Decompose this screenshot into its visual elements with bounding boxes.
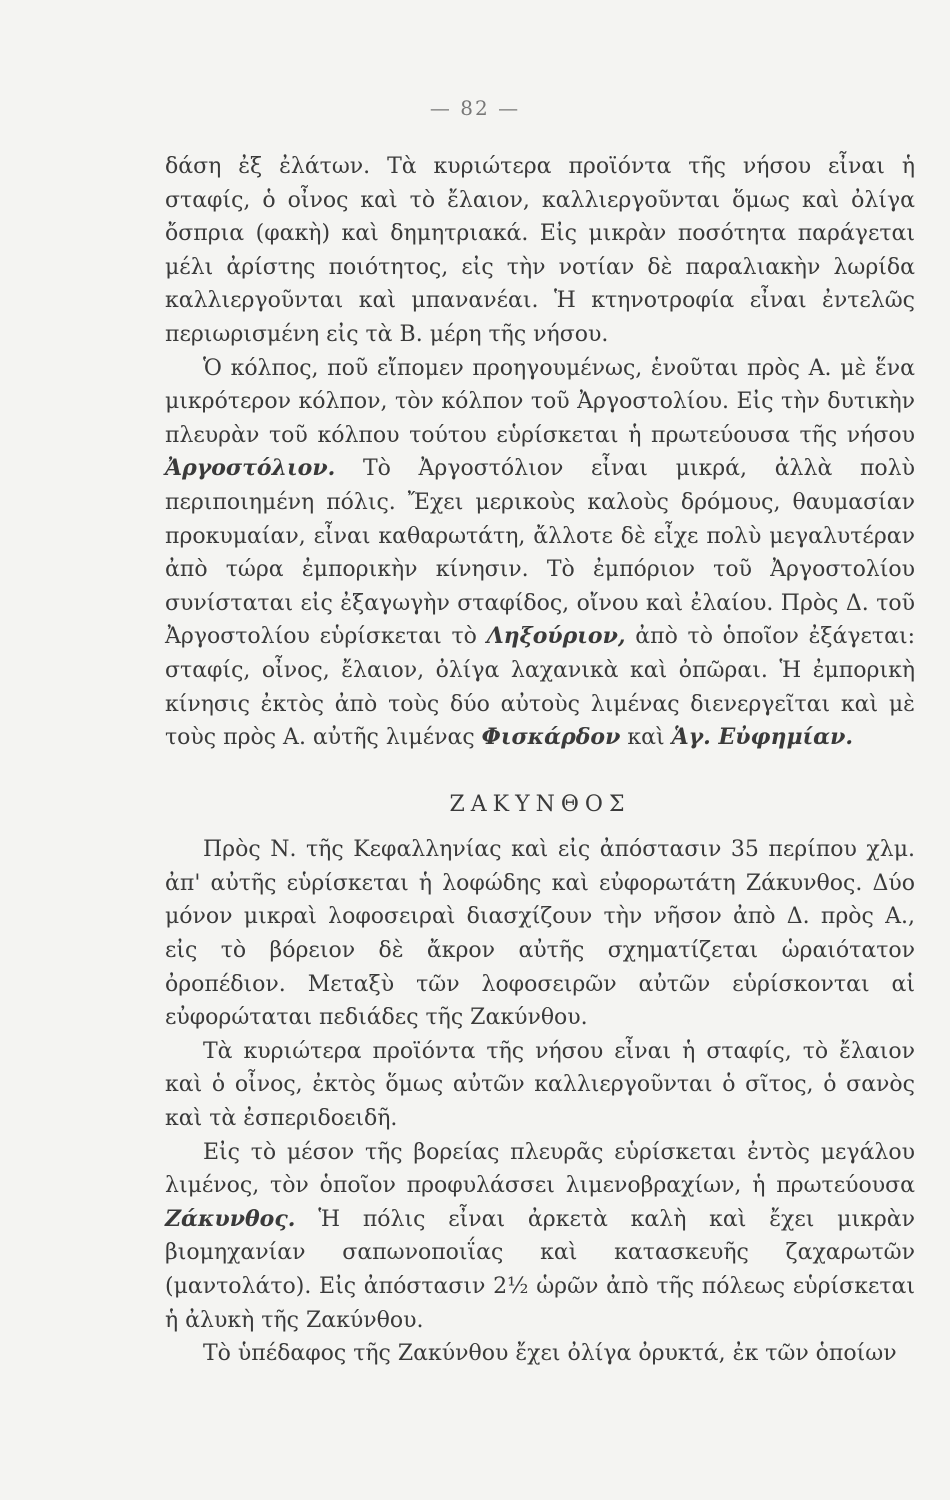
section-heading-zakynthos: ΖΑΚΥΝΘΟΣ	[449, 791, 631, 817]
place-name-fiskardo: Φισκάρδον	[481, 724, 621, 751]
place-name-agia-efimia: Ἁγ. Εὐφημίαν.	[671, 724, 854, 751]
place-name-lixouri: Ληξούριον,	[486, 623, 626, 650]
paragraph-zakynthos-minerals: Τὸ ὑπέδαφος τῆς Ζακύνθου ἔχει ὀλίγα ὀρυκτά, ἐκ τῶν ὁποίων	[203, 1341, 897, 1367]
text-span: ἀπὸ τὸ ὁποῖον ἐξάγεται: σταφίς, οἶνος, ἔλαιον, ὀλίγα λαχανικὰ καὶ ὀπῶραι. Ἡ ἐμπορικὴ κίνησις ἐκτὸς ἀπὸ τοὺς δύο αὐτοὺς λιμένας διενεργεῖται καὶ μὲ τοὺς πρὸς Α. αὐτῆς λιμένας	[165, 624, 915, 751]
place-name-zakynthos: Ζάκυνθος.	[165, 1205, 296, 1232]
paragraph-forests-products: δάση ἐξ ἐλάτων. Τὰ κυριώτερα προϊόντα τῆς νήσου εἶναι ἡ σταφίς, ὁ οἶνος καὶ τὸ ἔλαιον, καλλιεργοῦνται ὅμως καὶ ὀλίγα ὄσπρια (φακὴ) καὶ δημητριακά. Εἰς μικρὰν ποσότητα παράγεται μέλι ἀρίστης ποιότητος, εἰς τὴν νοτίαν δὲ παραλιακὴν λωρίδα καλλιεργοῦνται καὶ μπανανέαι. Ἡ κτηνοτροφία εἶναι ἐντελῶς περιωρισμένη εἰς τὰ Β. μέρη τῆς νήσου.	[165, 154, 915, 347]
text-span: Εἰς τὸ μέσον τῆς βορείας πλευρᾶς εὑρίσκεται ἐντὸς μεγάλου λιμένος, τὸν ὁποῖον προφυλάσσει λιμενοβραχίων, ἡ πρωτεύουσα	[165, 1139, 915, 1199]
place-name-argostoli: Ἀργοστόλιον.	[165, 455, 336, 482]
text-span: καὶ	[627, 725, 665, 751]
paragraph-zakynthos-capital	[165, 1136, 915, 1338]
text-span: Τὸ Ἀργοστόλιον εἶναι μικρά, ἀλλὰ πολὺ περιποιημένη πόλις. Ἔχει μερικοὺς καλοὺς δρόμους, θαυμασίαν προκυμαίαν, εἶναι καθαρωτάτη, ἄλλοτε δὲ εἶχε πολὺ μεγαλυτέραν ἀπὸ τώρα ἐμπορικὴν κίνησιν. Τὸ ἐμπόριον τοῦ Ἀργοστολίου συνίσταται εἰς ἐξαγωγὴν σταφίδος, οἴνου καὶ ἐλαίου. Πρὸς Δ. τοῦ Ἀργοστολίου εὑρίσκεται τὸ	[165, 456, 915, 650]
paragraph-zakynthos-geography: Πρὸς Ν. τῆς Κεφαλληνίας καὶ εἰς ἀπόστασιν 35 περίπου χλμ. ἀπ' αὐτῆς εὑρίσκεται ἡ λοφώδης καὶ εὐφορωτάτη Ζάκυνθος. Δύο μόνον μικραὶ λοφοσειραὶ διασχίζουν τὴν νῆσον ἀπὸ Δ. πρὸς Α., εἰς τὸ βόρειον δὲ ἄκρον αὐτῆς σχηματίζεται ὡραιότατον ὀροπέδιον. Μεταξὺ τῶν λοφοσειρῶν αὐτῶν εὑρίσκονται αἱ εὐφορώταται πεδιάδες τῆς Ζακύνθου.	[165, 837, 915, 1031]
text-span: Ὁ κόλπος, ποῦ εἴπομεν προηγουμένως, ἑνοῦται πρὸς Α. μὲ ἕνα μικρότερον κόλπον, τὸν κόλπον τοῦ Ἀργοστολίου. Εἰς τὴν δυτικὴν πλευρὰν τοῦ κόλπου τούτου εὑρίσκεται ἡ πρωτεύουσα τῆς νήσου	[165, 355, 915, 448]
paragraph-zakynthos-products: Τὰ κυριώτερα προϊόντα τῆς νήσου εἶναι ἡ σταφίς, τὸ ἔλαιον καὶ ὁ οἶνος, ἐκτὸς ὅμως αὐτῶν καλλιεργοῦνται ὁ σῖτος, ὁ σανὸς καὶ τὰ ἐσπεριδοειδῆ.	[165, 1038, 915, 1132]
page-body	[165, 150, 915, 1371]
paragraph-argostoli	[165, 352, 915, 755]
page-number: — 82 —	[429, 96, 521, 120]
text-span: Ἡ πόλις εἶναι ἀρκετὰ καλὴ καὶ ἔχει μικρὰν βιομηχανίαν σαπωνοποιΐας καὶ κατασκευῆς ζαχαρωτῶν (μαντολάτο). Εἰς ἀπόστασιν 2½ ὡρῶν ἀπὸ τῆς πόλεως εὑρίσκεται ἡ ἀλυκὴ τῆς Ζακύνθου.	[165, 1206, 915, 1333]
